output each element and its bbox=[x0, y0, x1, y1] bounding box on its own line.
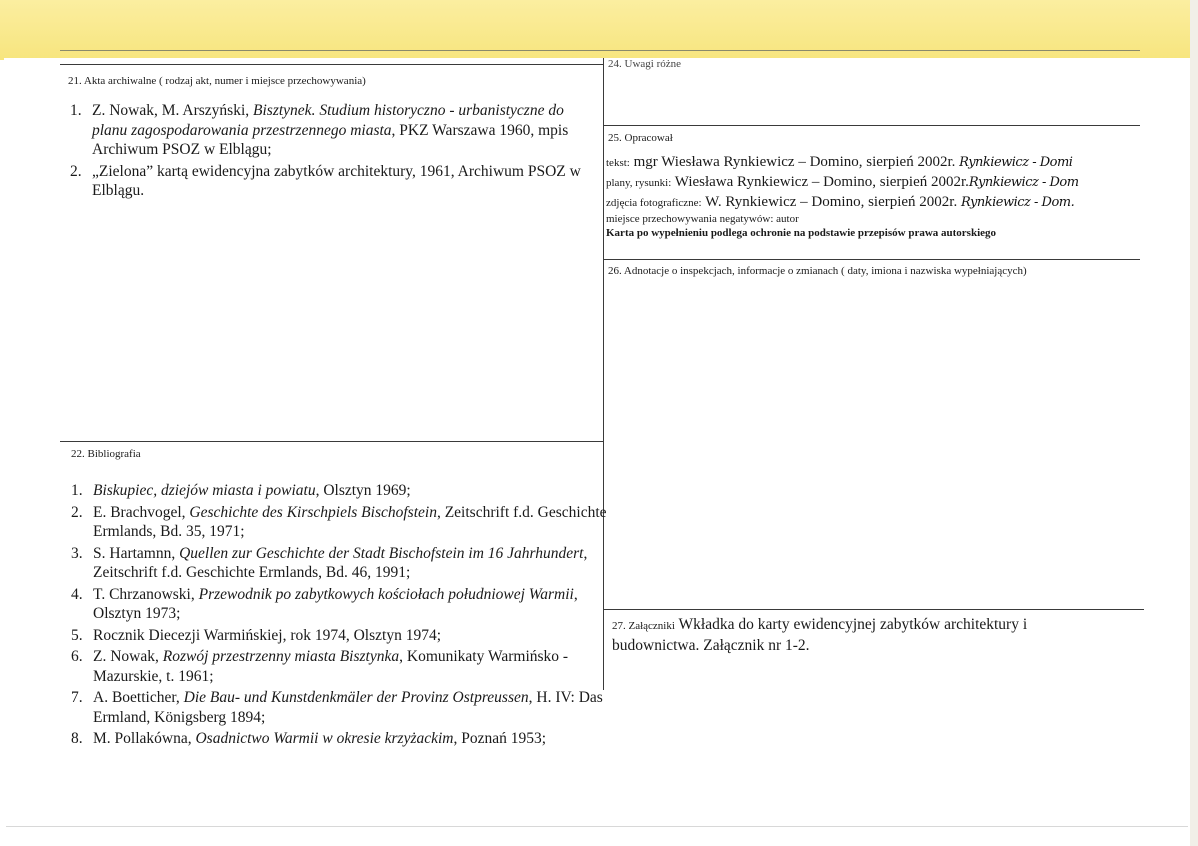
attachments-text: Wkładka do karty ewidencyjnej zabytków architektury i budownictwa. Załącznik nr 1-2. bbox=[612, 616, 1028, 654]
list-item bbox=[71, 647, 611, 686]
section-27-label: 27. Załączniki bbox=[612, 620, 675, 632]
item-text: „Zielona” kartą ewidencyjna zabytków architektury, 1961, Archiwum PSOZ w Elblągu. bbox=[92, 162, 581, 199]
item-title: Quellen zur Geschichte der Stadt Bischofstein im 16 Jahrhundert bbox=[179, 544, 584, 562]
item-publication: , Olsztyn 1969; bbox=[315, 482, 411, 499]
photos-author: W. Rynkiewicz – Domino, sierpień 2002r. bbox=[705, 194, 958, 210]
section-26-heading: 26. Adnotacje o inspekcjach, informacje o zmianach ( daty, imiona i nazwiska wypełniających) bbox=[608, 265, 1027, 277]
item-number: 2. bbox=[71, 503, 83, 521]
item-title: Biskupiec, dziejów miasta i powiatu bbox=[93, 482, 316, 499]
item-title: Rozwój przestrzenny miasta Bisztynka bbox=[162, 648, 400, 665]
plans-author-row bbox=[606, 172, 1186, 192]
item-author: T. Chrzanowski, bbox=[93, 585, 199, 603]
text-author-row bbox=[606, 152, 1186, 172]
negatives-location: miejsce przechowywania negatywów: autor bbox=[606, 213, 799, 225]
handwritten-signature: Rynkiewicz - Dom bbox=[968, 175, 1079, 190]
handwritten-signature: Rynkiewicz - Domi bbox=[959, 155, 1073, 170]
item-number: 8. bbox=[71, 730, 83, 747]
section-24-heading: 24. Uwagi różne bbox=[608, 58, 682, 70]
item-publication: , H. IV: Das Ermland, Königsberg 1894; bbox=[93, 689, 603, 726]
item-publication: , Olsztyn 1973; bbox=[93, 585, 578, 622]
item-author: A. Boetticher, bbox=[93, 689, 184, 706]
item-title: Die Bau- und Kunstdenkmäler der Provinz Ostpreussen bbox=[183, 689, 529, 706]
section-22-heading: 22. Bibliografia bbox=[71, 448, 141, 460]
item-number: 6. bbox=[71, 648, 83, 665]
list-item bbox=[71, 585, 611, 624]
section-21-heading: 21. Akta archiwalne ( rodzaj akt, numer i miejsce przechowywania) bbox=[68, 75, 366, 87]
bibliography-list bbox=[71, 481, 611, 751]
list-item bbox=[71, 729, 611, 749]
item-author: E. Brachvogel, bbox=[93, 503, 190, 521]
section-21-top-rule bbox=[60, 64, 603, 65]
section-27-top-rule bbox=[603, 609, 1144, 610]
plans-author: Wiesława Rynkiewicz – Domino, sierpień 2002r. bbox=[674, 174, 969, 190]
item-number: 1. bbox=[71, 482, 83, 499]
photos-author-row bbox=[606, 192, 1186, 212]
item-title: Osadnictwo Warmii w okresie krzyżackim bbox=[195, 730, 454, 747]
page-edge-shadow bbox=[1190, 0, 1198, 846]
item-title: Przewodnik po zabytkowych kościołach południowej Warmii bbox=[198, 585, 574, 603]
item-publication: , Komunikaty Warmińsko - Mazurskie, t. 1961; bbox=[93, 648, 569, 685]
item-title: Geschichte des Kirschpiels Bischofstein bbox=[189, 503, 437, 521]
section-22-top-rule bbox=[60, 441, 603, 442]
item-number: 1. bbox=[70, 102, 82, 119]
item-number: 2. bbox=[70, 162, 82, 180]
item-number: 5. bbox=[71, 626, 83, 644]
item-author: Z. Nowak, M. Arszyński, bbox=[92, 102, 254, 119]
text-label: tekst: bbox=[606, 157, 630, 169]
yellow-tape-strip bbox=[0, 0, 1198, 60]
item-title: Bisztynek. Studium historyczno - urbanistyczne do planu zagospodarowania przestrzennego miasta bbox=[92, 102, 564, 139]
handwritten-signature: Rynkiewicz - Dom. bbox=[960, 195, 1075, 210]
section-26-top-rule bbox=[603, 259, 1140, 260]
attachments-block bbox=[612, 615, 1082, 656]
item-author: Z. Nowak, bbox=[93, 648, 163, 665]
bottom-edge bbox=[6, 826, 1188, 827]
item-number: 3. bbox=[71, 544, 83, 562]
item-publication: , Zeitschrift f.d. Geschichte Ermlands, Bd. 35, 1971; bbox=[93, 503, 607, 540]
text-author: mgr Wiesława Rynkiewicz – Domino, sierpień 2002r. bbox=[633, 154, 956, 170]
list-item bbox=[71, 481, 611, 501]
item-number: 7. bbox=[71, 689, 83, 706]
item-publication: , Zeitschrift f.d. Geschichte Ermlands, Bd. 46, 1991; bbox=[93, 544, 588, 581]
prepared-by-block bbox=[606, 152, 1186, 240]
list-item bbox=[70, 101, 600, 160]
item-author: M. Pollakówna, bbox=[93, 730, 196, 747]
item-publication: , PKZ Warszawa 1960, mpis Archiwum PSOZ w Elblągu; bbox=[92, 121, 569, 158]
list-item bbox=[71, 626, 611, 646]
plans-label: plany, rysunki: bbox=[606, 177, 672, 189]
list-item bbox=[70, 162, 600, 201]
archival-records-list bbox=[70, 101, 600, 203]
list-item bbox=[71, 688, 611, 727]
photos-label: zdjęcia fotograficzne: bbox=[606, 197, 702, 209]
top-rule bbox=[60, 50, 1140, 51]
section-25-top-rule bbox=[603, 125, 1140, 126]
copyright-notice: Karta po wypełnieniu podlega ochronie na podstawie przepisów prawa autorskiego bbox=[606, 227, 997, 239]
section-25-heading: 25. Opracował bbox=[608, 132, 673, 144]
item-text: Rocznik Diecezji Warmińskiej, rok 1974, Olsztyn 1974; bbox=[93, 626, 442, 644]
list-item bbox=[71, 544, 611, 583]
item-publication: , Poznań 1953; bbox=[453, 730, 547, 747]
item-author: S. Hartamnn, bbox=[93, 544, 180, 562]
list-item bbox=[71, 503, 611, 542]
item-number: 4. bbox=[71, 585, 83, 603]
